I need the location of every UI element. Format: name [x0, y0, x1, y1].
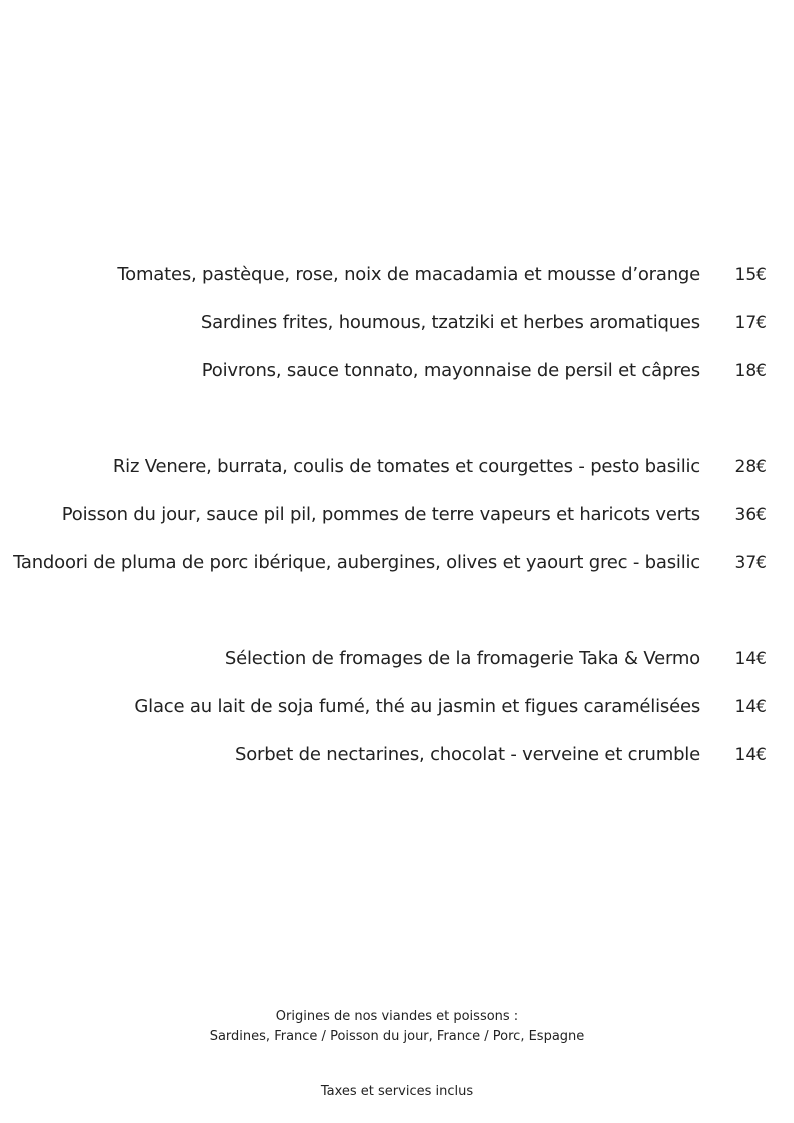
dish-price: 14€ [734, 649, 767, 669]
dish-name: Riz Venere, burrata, coulis de tomates et courgettes - pesto basilic [112, 456, 700, 477]
dish-name: Tomates, pastèque, rose, noix de macadamia et mousse d’orange [117, 264, 700, 285]
dish-name: Sorbet de nectarines, chocolat - verveine et crumble [234, 744, 700, 765]
dish-name: Poisson du jour, sauce pil pil, pommes de terre vapeurs et haricots verts [61, 504, 700, 525]
dish-name: Glace au lait de soja fumé, thé au jasmin et figues caramélisées [134, 696, 700, 717]
dish-name: Sélection de fromages de la fromagerie Taka & Vermo [224, 648, 700, 669]
menu-item [0, 356, 794, 386]
taxes-note [0, 1082, 794, 1102]
dish-name: Poivrons, sauce tonnato, mayonnaise de persil et câpres [201, 360, 700, 381]
origins-detail: Sardines, France / Poisson du jour, France / Porc, Espagne [209, 1029, 585, 1044]
dish-price: 17€ [734, 313, 767, 333]
menu-item [0, 500, 794, 530]
menu-item [0, 548, 794, 578]
menu-item [0, 452, 794, 482]
menu-item [0, 260, 794, 290]
dish-price: 15€ [734, 265, 767, 285]
dish-price: 18€ [734, 361, 767, 381]
dish-price: 36€ [734, 505, 767, 525]
dish-price: 28€ [734, 457, 767, 477]
menu-item [0, 644, 794, 674]
origins-title: Origines de nos viandes et poissons : [275, 1009, 519, 1024]
menu-item [0, 692, 794, 722]
dish-price: 14€ [734, 697, 767, 717]
dish-name: Tandoori de pluma de porc ibérique, aubergines, olives et yaourt grec - basilic [13, 552, 700, 573]
menu-item [0, 740, 794, 770]
dish-price: 14€ [734, 745, 767, 765]
taxes-text: Taxes et services inclus [320, 1084, 474, 1099]
dish-name: Sardines frites, houmous, tzatziki et herbes aromatiques [200, 312, 700, 333]
menu-item [0, 308, 794, 338]
dish-price: 37€ [734, 553, 767, 573]
origins-note [0, 1007, 794, 1047]
